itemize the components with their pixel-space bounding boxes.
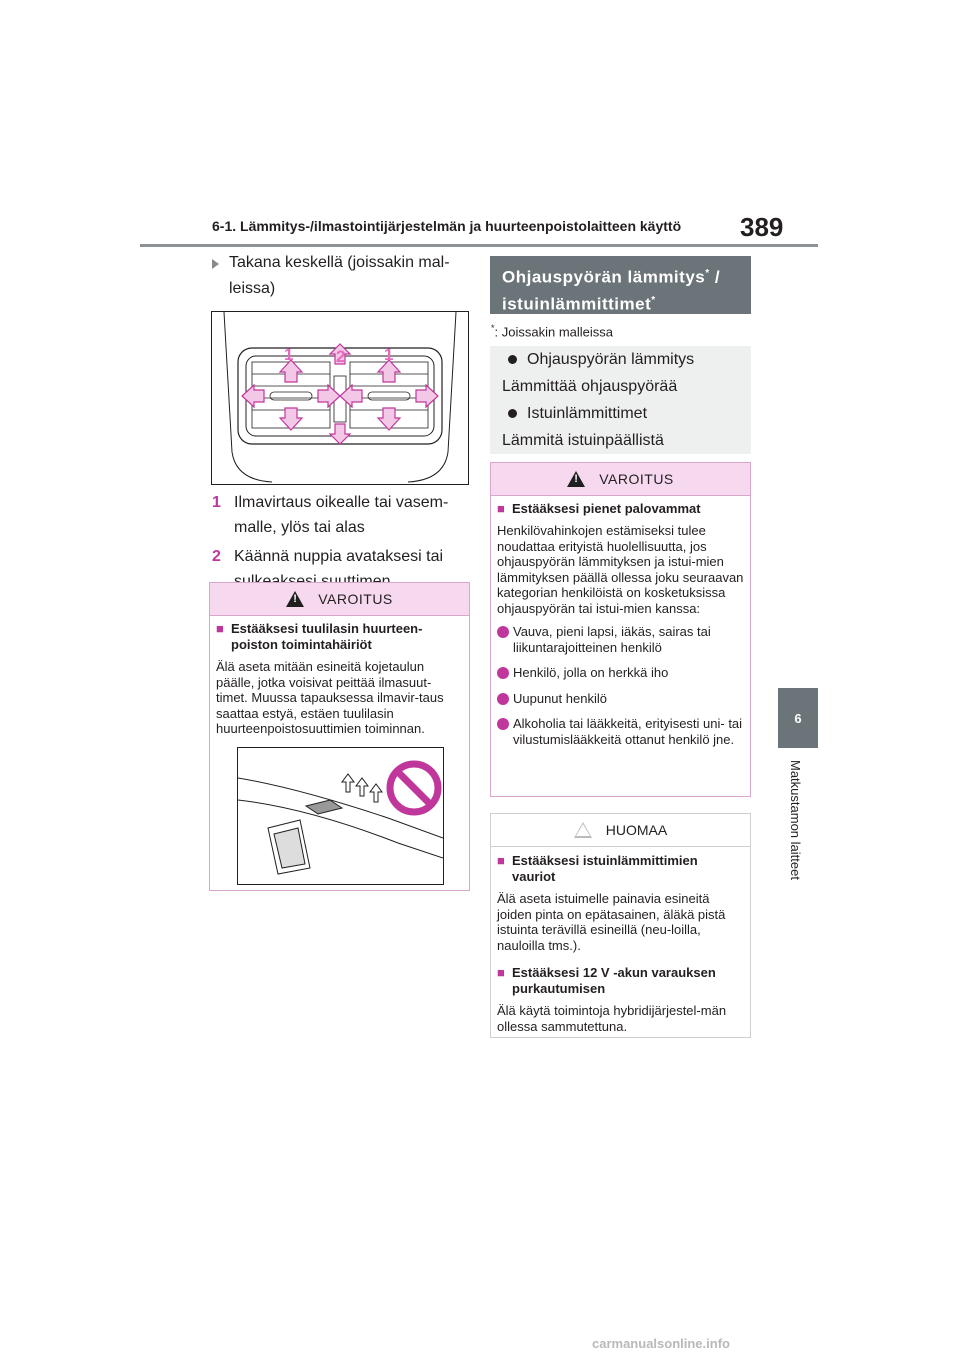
feature-title: Ohjauspyörän lämmitys	[490, 346, 751, 373]
running-header: 6-1. Lämmitys-/ilmastointijärjestelmän ja huurteenpoistolaitteen käyttö	[212, 218, 682, 234]
rear-vent-illustration	[211, 311, 469, 485]
notice-header	[491, 814, 750, 847]
list-item: Uupunut henkilö	[491, 691, 750, 707]
page-number: 389	[740, 212, 784, 242]
warning-triangle-icon	[286, 591, 304, 607]
chapter-tab-label: Matkustamon laitteet	[788, 760, 803, 880]
section-heading	[490, 256, 751, 314]
warning-body: Henkilövahinkojen estämiseksi tulee noudattaa erityistä huolellisuutta, jos ohjauspyörän lämmityksen ja istui-mien lämmityksen päällä ollessa joku seuraavan kategorian henkilöistä on kosketuksissa ohjauspyörän tai istui-mien kanssa:	[497, 523, 744, 616]
notice-subheading: ■ Estääksesi istuinlämmittimien vauriot	[497, 853, 698, 884]
step-item	[212, 490, 468, 540]
bullet-dot-icon	[497, 718, 509, 730]
square-bullet-icon: ■	[497, 965, 505, 980]
notice-title: HUOMAA	[605, 822, 668, 838]
feature-desc: Lämmitä istuinpäällistä	[502, 431, 664, 449]
square-bullet-icon: ■	[497, 501, 505, 516]
warning-box-burns	[490, 462, 751, 797]
steps-list	[212, 490, 468, 594]
notice-body: Älä aseta istuimelle painavia esineitä joiden pinta on epätasainen, äläkä pistä istuinta terävillä esineillä (neu-loilla, nauloilla tms.).	[497, 891, 726, 953]
dashboard-illustration	[237, 747, 444, 885]
step-number: 2	[212, 548, 221, 565]
warning-body: Älä aseta mitään esineitä kojetaulun päälle, jotka voisivat peittää ilmasuut-timet. Muussa tapauksessa ilmavir-taus saattaa estyä, estäen tuulilasin huurteenpoistosuuttimien toiminnan.	[216, 659, 444, 736]
footnote: *: Joissakin malleissa	[491, 323, 614, 340]
warning-header	[491, 463, 750, 496]
intro-text: Takana keskellä (joissakin mal-leissa)	[229, 254, 450, 297]
watermark: carmanualsonline.info	[592, 1336, 730, 1351]
warning-subheading	[210, 621, 469, 653]
bullet-dot-icon	[508, 355, 517, 364]
square-bullet-icon: ■	[497, 853, 505, 868]
section-heading-line: istuinlämmittimet*	[502, 294, 656, 314]
step-text: Käännä nuppia avataksesi tai	[234, 548, 444, 565]
bullet-dot-icon	[508, 409, 517, 418]
warning-subheading: ■ Estääksesi pienet palovammat	[497, 501, 701, 516]
warning-title: VAROITUS	[599, 471, 674, 487]
step-text: Ilmavirtaus oikealle tai vasem-malle, ylös tai alas	[234, 494, 449, 536]
square-bullet-icon: ■	[216, 621, 224, 636]
callout-label: 1	[384, 345, 394, 364]
rear-vent-drawing	[212, 312, 468, 484]
callout-label: 2	[336, 347, 346, 366]
notice-box	[490, 813, 751, 1038]
notice-subheading: ■ Estääksesi 12 V -akun varauksen purkautumisen	[497, 965, 716, 996]
features-box	[490, 346, 751, 454]
section-heading-line: Ohjauspyörän lämmitys* /	[502, 267, 721, 287]
dashboard-drawing	[238, 748, 443, 884]
header-divider	[140, 244, 818, 247]
warning-title: VAROITUS	[318, 591, 393, 607]
bullet-dot-icon	[497, 626, 509, 638]
warning-triangle-icon	[567, 471, 585, 487]
warning-header	[210, 583, 469, 616]
bullet-dot-icon	[497, 693, 509, 705]
list-item: Henkilö, jolla on herkkä iho	[491, 665, 750, 681]
list-item: Vauva, pieni lapsi, iäkäs, sairas tai liikuntarajoitteinen henkilö	[491, 624, 750, 655]
feature-desc: Lämmittää ohjauspyörää	[502, 377, 678, 395]
chapter-tab-number: 6	[778, 688, 818, 748]
bullet-dot-icon	[497, 667, 509, 679]
caution-triangle-icon	[574, 822, 592, 838]
step-number: 1	[212, 494, 221, 511]
triangle-bullet-icon	[212, 259, 219, 269]
notice-body: Älä käytä toimintoja hybridijärjestel-män ollessa sammutettuna.	[497, 1003, 727, 1034]
warning-subheading-text: Estääksesi tuulilasin huurteen-poiston toimintahäiriöt	[231, 621, 423, 652]
feature-title: Istuinlämmittimet	[490, 400, 751, 427]
callout-label: 1	[284, 345, 294, 364]
list-item: Alkoholia tai lääkkeitä, erityisesti uni- tai vilustumislääkkeitä ottanut henkilö jne.	[491, 716, 750, 747]
warning-box-defroster	[209, 582, 470, 891]
